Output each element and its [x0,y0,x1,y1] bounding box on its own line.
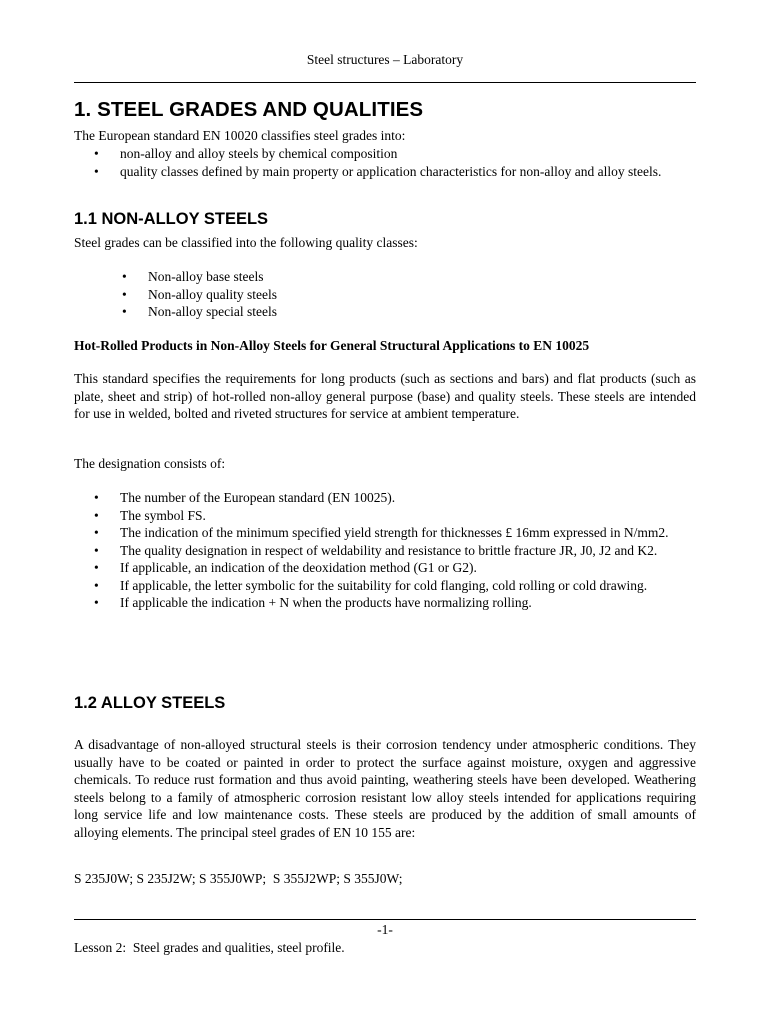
bullet-icon: • [122,269,127,284]
footer-rule [74,919,696,920]
list-item: • If applicable, the letter symbolic for the suitability for cold flanging, cold rolling or cold drawing. [94,577,648,593]
list-item: • The quality designation in respect of weldability and resistance to brittle fracture JR, J0, J2 and K2. [94,542,658,558]
bullet-icon: • [94,490,99,505]
footer-lesson: Lesson 2: Steel grades and qualities, steel profile. [74,940,345,955]
alloy-steels-paragraph: A disadvantage of non-alloyed structural steels is their corrosion tendency under atmospheric conditions. They usually have to be coated or painted in order to protect the surface against moisture, oxygen and aggressive chemicals. To reduce rust formation and thus avoid painting, weathering steels have been developed. Weathering steels belong to a family of atmospheric corrosion resistant low alloy steels intended for applications requiring long service life and low maintenance costs. These steels are produced by the addition of small amounts of alloying elements. The principal steel grades of EN 10 155 are: [74,737,696,840]
bullet-icon: • [94,525,99,540]
bullet-icon: • [94,595,99,610]
section-1-bullets [74,145,696,180]
section-1-intro: The European standard EN 10020 classifies steel grades into: [74,128,406,143]
designation-list [74,489,696,612]
list-item: • Non-alloy base steels [122,269,264,284]
bullet-icon: • [122,286,127,302]
list-item: • The indication of the minimum specified yield strength for thicknesses £ 16mm expressed in N/mm2. [94,525,669,540]
designation-intro: The designation consists of: [74,456,226,471]
bullet-icon: • [94,507,99,523]
header-rule [74,82,696,83]
quality-classes-list [74,268,696,321]
section-1-title: 1. STEEL GRADES AND QUALITIES [74,98,424,121]
running-header: Steel structures – Laboratory [306,52,464,67]
list-item: • Non-alloy quality steels [122,286,277,302]
list-item: • quality classes defined by main property or application characteristics for non-alloy and alloy steels. [94,163,662,179]
bullet-icon: • [94,146,99,161]
bullet-icon: • [122,304,127,319]
bullet-icon: • [94,577,99,593]
bullet-icon: • [94,163,99,179]
bullet-icon: • [94,560,99,575]
list-item: • The number of the European standard (EN 10025). [94,490,396,505]
en10025-subheading: Hot-Rolled Products in Non-Alloy Steels for General Structural Applications to EN 10025 [74,338,590,353]
en10025-paragraph: This standard specifies the requirements for long products (such as sections and bars) and flat products (such as plate, sheet and strip) of hot-rolled non-alloy general purpose (base) and quality steels. These steels are intended for use in welded, bolted and riveted structures for service at ambient temperature. [74,371,696,421]
list-item: • Non-alloy special steels [122,304,277,319]
section-1-1-title: 1.1 NON-ALLOY STEELS [74,210,269,228]
list-item: • If applicable the indication + N when the products have normalizing rolling. [94,595,532,610]
bullet-icon: • [94,542,99,558]
section-1-2-title: 1.2 ALLOY STEELS [74,694,226,712]
list-item: • The symbol FS. [94,507,206,523]
steel-grades-line: S 235J0W; S 235J2W; S 355J0WP; S 355J2WP; S 355J0W; [74,871,403,886]
list-item: • non-alloy and alloy steels by chemical composition [94,146,398,161]
section-1-1-intro: Steel grades can be classified into the following quality classes: [74,235,418,250]
page-number: -1- [377,922,393,937]
list-item: • If applicable, an indication of the deoxidation method (G1 or G2). [94,560,477,575]
